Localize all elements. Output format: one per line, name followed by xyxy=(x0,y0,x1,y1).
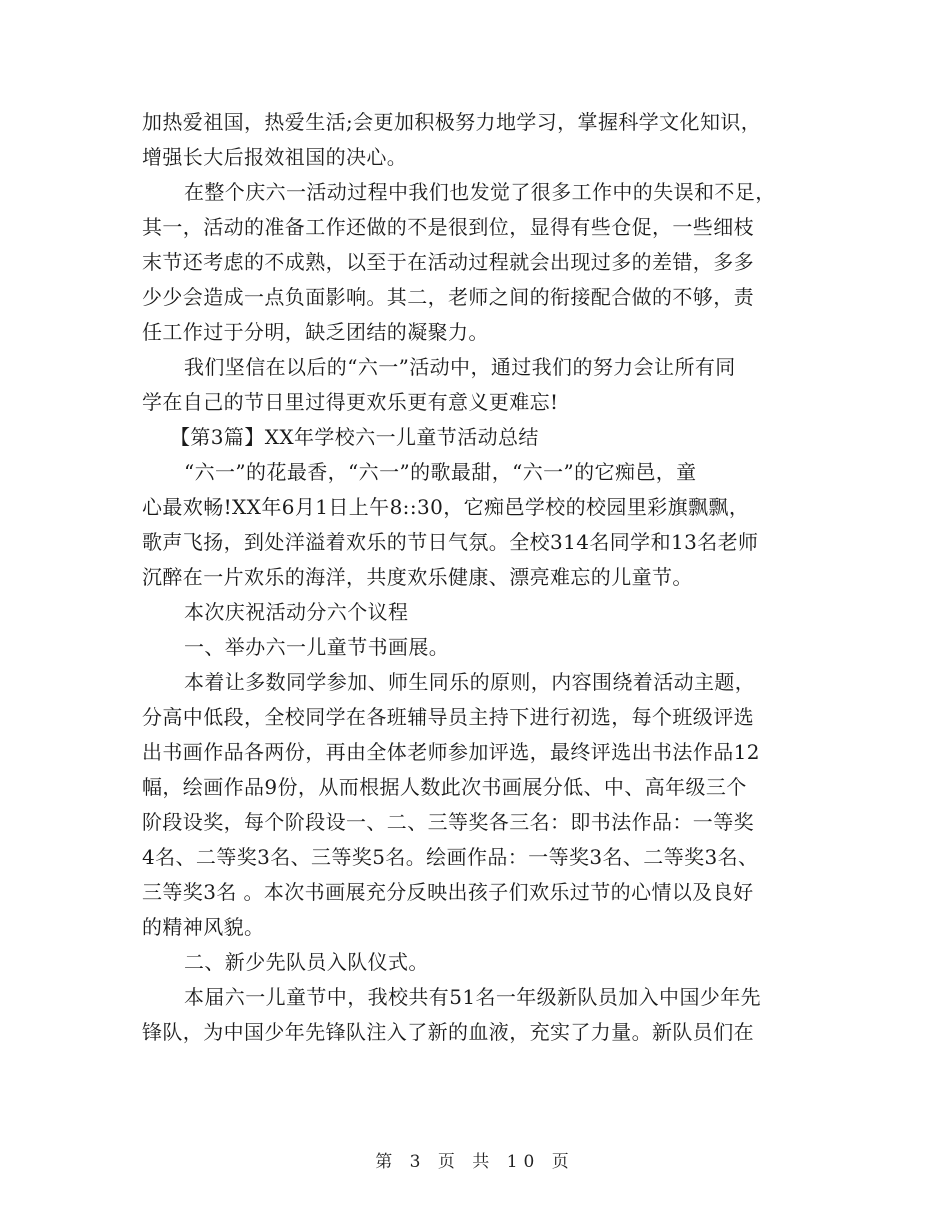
text-line: 增强长大后报效祖国的决心。 xyxy=(142,145,408,169)
text-line: 的精神风貌。 xyxy=(142,915,265,939)
text-line: 末节还考虑的不成熟，以至于在活动过程就会出现过多的差错，多多 xyxy=(142,250,754,274)
text-line: 二、新少先队员入队仪式。 xyxy=(184,950,429,974)
text-line: 任工作过于分明，缺乏团结的凝聚力。 xyxy=(142,320,489,344)
text-line: 锋队，为中国少年先锋队注入了新的血液，充实了力量。新队员们在 xyxy=(142,1020,754,1044)
text-line: 心最欢畅!XX年6月1日上午8::30，它痴邑学校的校园里彩旗飘飘， xyxy=(142,495,750,519)
text-line: 少少会造成一点负面影响。其二，老师之间的衔接配合做的不够，责 xyxy=(142,285,754,309)
text-line: 其一，活动的准备工作还做的不是很到位，显得有些仓促，一些细枝 xyxy=(142,215,754,239)
text-line: 本着让多数同学参加、师生同乐的原则，内容围绕着活动主题， xyxy=(184,670,756,694)
text-line: 本次庆祝活动分六个议程 xyxy=(184,600,409,624)
section-heading: 【第3篇】XX年学校六一儿童节活动总结 xyxy=(170,425,539,449)
text-line: 出书画作品各两份，再由全体老师参加评选，最终评选出书法作品12 xyxy=(142,740,760,764)
text-line: 幅，绘画作品9份，从而根据人数此次书画展分低、中、高年级三个 xyxy=(142,775,747,799)
text-line: 分高中低段，全校同学在各班辅导员主持下进行初选，每个班级评选 xyxy=(142,705,754,729)
text-line: 加热爱祖国，热爱生活;会更加积极努力地学习，掌握科学文化知识， xyxy=(142,110,762,134)
text-line: 我们坚信在以后的“六一”活动中，通过我们的努力会让所有同 xyxy=(184,355,736,379)
text-line: 阶段设奖，每个阶段设一、二、三等奖各三名：即书法作品：一等奖 xyxy=(142,810,754,834)
text-line: “六一”的花最香，“六一”的歌最甜，“六一”的它痴邑，童 xyxy=(184,460,697,484)
text-line: 三等奖3名 。本次书画展充分反映出孩子们欢乐过节的心情以及良好 xyxy=(142,880,754,904)
text-line: 本届六一儿童节中，我校共有51名一年级新队员加入中国少年先 xyxy=(184,985,762,1009)
text-line: 沉醉在一片欢乐的海洋，共度欢乐健康、漂亮难忘的儿童节。 xyxy=(142,565,693,589)
document-body xyxy=(142,105,822,1050)
text-line: 一、举办六一儿童节书画展。 xyxy=(184,635,450,659)
text-line: 歌声飞扬，到处洋溢着欢乐的节日气氛。全校314名同学和13名老师 xyxy=(142,530,759,554)
text-line: 4名、二等奖3名、三等奖5名。绘画作品：一等奖3名、二等奖3名、 xyxy=(142,845,759,869)
text-line: 在整个庆六一活动过程中我们也发觉了很多工作中的失误和不足， xyxy=(184,180,776,204)
text-line: 学在自己的节日里过得更欢乐更有意义更难忘! xyxy=(142,390,559,414)
page-footer: 第 3 页 共 10 页 xyxy=(375,1152,575,1172)
